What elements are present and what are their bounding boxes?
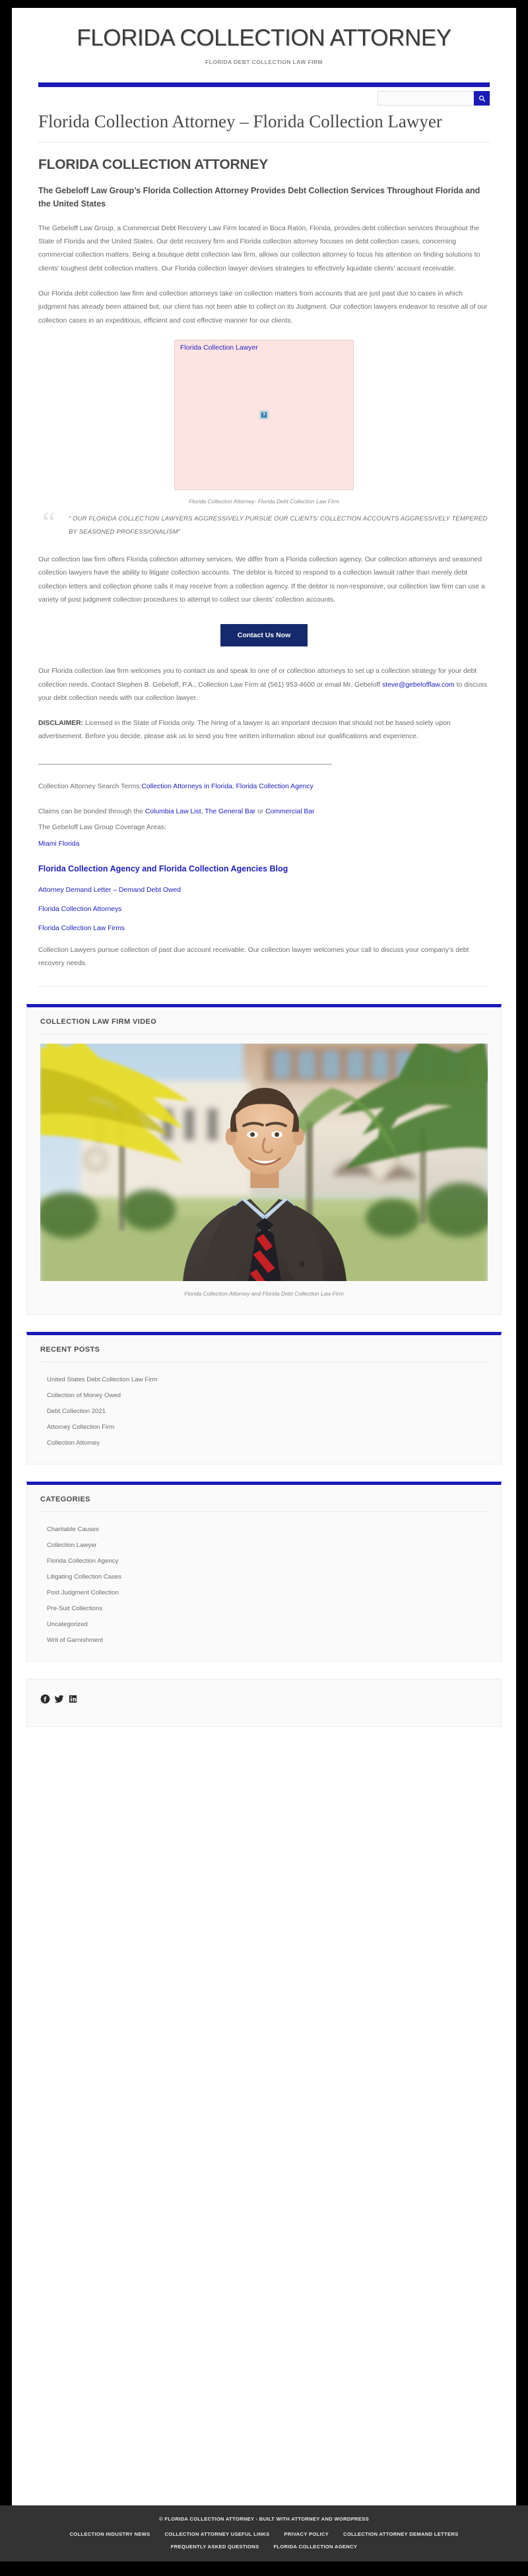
nav-bar-strip[interactable] [38, 82, 490, 87]
search-terms-line: Collection Attorney Search Terms:Collection Attorneys in Florida, Florida Collection Agency [38, 782, 314, 790]
footer-navigation [26, 2531, 502, 2537]
search-input[interactable] [378, 91, 474, 106]
content-divider [38, 764, 332, 765]
list-item[interactable]: United States Debt Collection Law Firm [47, 1375, 158, 1383]
site-container [12, 8, 516, 2505]
list-item[interactable]: Charitable Causes [47, 1525, 99, 1533]
coverage-areas-label: The Gebeloff Law Group Coverage Areas: [38, 824, 166, 832]
widget-social-links [26, 1679, 502, 1727]
entry-header [12, 106, 516, 142]
search-terms-label: Collection Attorney Search Terms: [38, 782, 142, 790]
contact-text-part-2: to discuss your debt collection needs with our collection lawyer. [38, 681, 487, 702]
video-caption: Florida Collection Attorney and Florida Debt Collection Law Firm [184, 1290, 344, 1298]
broken-image-icon: ? [261, 411, 268, 418]
list-item[interactable]: Litigating Collection Cases [47, 1573, 122, 1581]
widget-title-recent-posts: RECENT POSTS [40, 1346, 488, 1362]
disclaimer-label: DISCLAIMER: [38, 720, 84, 728]
contact-text-part-1: Our Florida collection law firm welcomes you to contact us and speak to one of or collection attorneys to set up a collection strategy for your debt collection needs. Contact Stephen B. Gebeloff, P.A., Collection Law Firm at (561) 953-4600 or email Mr. Gebeloff [38, 668, 477, 689]
bonded-prefix: Claims can be bonded through the [38, 807, 145, 815]
list-item[interactable]: Collection of Money Owed [47, 1391, 121, 1399]
footer-link-florida-collection-agency[interactable]: FLORIDA COLLECTION AGENCY [273, 2544, 358, 2550]
contact-us-now-button[interactable]: Contact Us Now [220, 624, 308, 646]
pull-quote [38, 505, 490, 539]
footer-link-frequently-asked-questions[interactable]: FREQUENTLY ASKED QUESTIONS [170, 2544, 259, 2550]
page-title: Florida Collection Attorney – Florida Collection Lawyer [38, 111, 442, 132]
list-item[interactable]: Debt Collection 2021 [47, 1407, 106, 1415]
image-caption: Florida Collection Attorney- Florida Debt Collection Law Firm [189, 497, 339, 505]
attorney-portrait-image [40, 1044, 488, 1281]
list-item[interactable]: Pre-Suit Collections [47, 1604, 103, 1612]
email-link[interactable]: steve@gebelofflaw.com [381, 681, 455, 689]
site-footer [0, 2505, 528, 2561]
section-subheading: The Gebeloff Law Group’s Florida Collection Attorney Provides Debt Collection Services Throughout Florida and the United States [38, 186, 480, 208]
blog-link-florida-collection-law-firms[interactable]: Florida Collection Law Firms [38, 924, 125, 932]
search-terms-group [38, 780, 490, 794]
bonded-sep-1: , [201, 807, 205, 815]
facebook-icon [40, 1694, 50, 1704]
footer-bottom-bar [0, 2561, 528, 2576]
twitter-link[interactable] [54, 1694, 64, 1704]
disclaimer-text: Licensed in the State of Florida only. The hiring of a lawyer is an important decision that should not be based solely upon advertisement. Before you decide, please ask us to send you free written information about our qualifications and experience. [38, 720, 451, 741]
list-item[interactable]: Writ of Garnishment [47, 1636, 104, 1644]
search-icon [478, 95, 486, 102]
bonded-claims-group [38, 805, 490, 851]
list-item[interactable]: Collection Lawyer [47, 1541, 97, 1549]
link-collection-attorneys-in-florida[interactable]: Collection Attorneys in Florida [141, 782, 232, 790]
linkedin-link[interactable] [68, 1694, 78, 1704]
search-row [12, 91, 516, 106]
list-item[interactable]: Uncategorized [47, 1620, 88, 1628]
list-item[interactable]: Attorney Collection Firm [47, 1423, 115, 1431]
paragraph-scope: Our Florida debt collection law firm and collection attorneys take on collection matters from accounts that are just past due to cases in which judgment has already been attained but, our client has not been able to collect on its Judgment. Our collection lawyers endeavor to resolve all of our collection cases in an expeditious, efficient and cost effective manner for our clients. [38, 290, 488, 325]
paragraph-disclaimer [38, 717, 490, 744]
main-content [12, 142, 516, 970]
content-bottom-divider [38, 986, 490, 987]
footer-link-collection-attorney-useful-links[interactable]: COLLECTION ATTORNEY USEFUL LINKS [164, 2531, 270, 2537]
blog-link-attorney-demand-letter[interactable]: Attorney Demand Letter – Demand Debt Owed [38, 886, 182, 894]
widget-collection-law-firm-video [26, 1004, 502, 1315]
footer-link-collection-attorney-demand-letters[interactable]: COLLECTION ATTORNEY DEMAND LETTERS [343, 2531, 459, 2537]
twitter-icon [54, 1694, 64, 1704]
section-heading: FLORIDA COLLECTION ATTORNEY [38, 157, 269, 173]
bonded-claims-line [38, 805, 490, 819]
paragraph-intro: The Gebeloff Law Group, a Commercial Debt Recovery Law Firm located in Boca Raton, Florida, provides debt collection services throughout the State of Florida and the United States. Our debt recovery firm and Florida collection attorney focuses on debt collection cases, concerning commercial collection matters. Being a boutique debt collection law firm, allows our collection attorney to focus his attention on finding solutions to clients’ toughest debt collection matters. Our Florida collection lawyer devises strategies to effectively liquidate clients’ account receivable. [38, 224, 480, 272]
categories-list [40, 1521, 488, 1648]
search-form[interactable] [378, 91, 490, 106]
footer-link-privacy-policy[interactable]: PRIVACY POLICY [284, 2531, 329, 2537]
bonded-sep-2: or [255, 807, 266, 815]
social-icons-row [40, 1694, 488, 1704]
list-item[interactable]: Post Judgment Collection [47, 1588, 119, 1596]
list-item[interactable]: Florida Collection Agency [47, 1557, 119, 1565]
link-commercial-bar[interactable]: Commercial Bar [265, 807, 315, 815]
quote-mark-icon: “ [42, 505, 56, 539]
link-columbia-law-list[interactable]: Columbia Law List [145, 807, 201, 815]
footer-link-collection-industry-news[interactable]: COLLECTION INDUSTRY NEWS [69, 2531, 150, 2537]
footer-navigation-secondary [26, 2544, 502, 2550]
footer-copyright: © FLORIDA COLLECTION ATTORNEY - BUILT WITH ATTORNEY AND WORDPRESS [159, 2516, 369, 2522]
widget-categories [26, 1482, 502, 1662]
linkedin-icon [68, 1694, 78, 1704]
site-header [12, 8, 516, 65]
primary-navigation-bar[interactable] [12, 82, 516, 87]
broken-image-placeholder[interactable] [174, 340, 354, 490]
site-title: FLORIDA COLLECTION ATTORNEY [77, 25, 451, 51]
blog-heading: Florida Collection Agency and Florida Collection Agencies Blog [38, 864, 288, 873]
coverage-areas-link-line [38, 838, 490, 851]
quote-text: “ OUR FLORIDA COLLECTION LAWYERS AGGRESSIVELY PURSUE OUR CLIENTS’ COLLECTION ACCOUNTS AGGRESSIVELY TEMPERED BY SEASONED PROFESSIONALISM” [69, 515, 488, 536]
facebook-link[interactable] [40, 1694, 50, 1704]
widget-recent-posts [26, 1332, 502, 1464]
blog-link-florida-collection-attorneys[interactable]: Florida Collection Attorneys [38, 905, 122, 913]
recent-posts-list [40, 1371, 488, 1451]
link-florida-collection-agency[interactable]: Florida Collection Agency [236, 782, 314, 790]
cta-container [38, 624, 490, 646]
paragraph-closing: Collection Lawyers pursue collection of past due account receivable. Our collection lawyer welcomes your call to discuss your company’s debt recovery needs. [38, 946, 469, 968]
search-submit-button[interactable] [474, 91, 490, 106]
link-the-general-bar[interactable]: The General Bar [205, 807, 256, 815]
site-tagline: FLORIDA DEBT COLLECTION LAW FIRM [205, 59, 323, 66]
widget-title-categories: CATEGORIES [40, 1495, 488, 1512]
video-player[interactable] [40, 1044, 488, 1281]
paragraph-services: Our collection law firm offers Florida collection attorney services. We differ from a Florida collection agency. Our collection attorneys and seasoned collection lawyers have the ability to litigate collection accounts. The debtor is forced to respond to a collection lawsuit rather than merely debt collection letters and collection phone calls it may receive from a collection agency. If the debtor is non-responsive, our collection law firm can use a variety of post judgment collection procedures to attempt to collect our clients’ collection accounts. [38, 556, 485, 604]
list-item[interactable]: Collection Attorney [47, 1439, 100, 1447]
widget-title-video: COLLECTION LAW FIRM VIDEO [40, 1018, 488, 1034]
paragraph-contact [38, 665, 490, 705]
broken-image-alt-text: Florida Collection Lawyer [180, 343, 258, 352]
link-miami-florida[interactable]: Miami Florida [38, 840, 80, 848]
